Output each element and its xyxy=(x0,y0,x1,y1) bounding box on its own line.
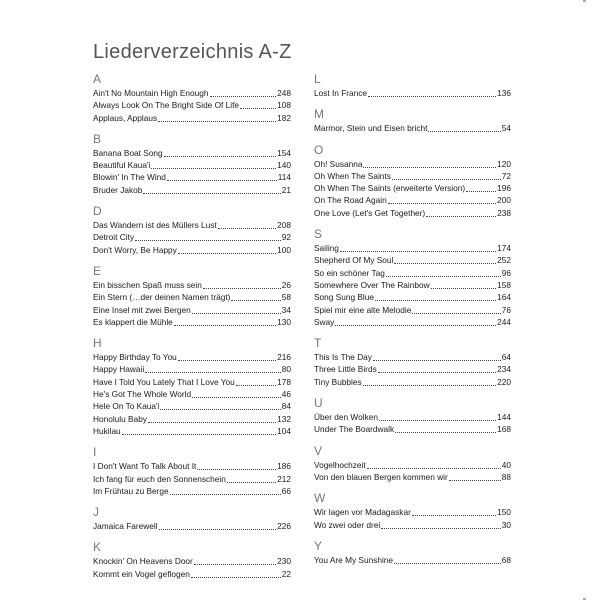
letter-section-d xyxy=(93,204,291,256)
dot-leader xyxy=(367,459,501,469)
index-entry[interactable] xyxy=(314,291,511,303)
song-title: Song Sung Blue xyxy=(314,292,374,303)
dot-leader xyxy=(395,423,496,433)
dot-leader xyxy=(426,207,496,217)
dot-leader xyxy=(159,520,277,530)
index-entry[interactable] xyxy=(314,242,511,254)
dot-leader xyxy=(135,231,281,241)
song-title: Happy Birthday To You xyxy=(93,352,177,363)
index-entry[interactable] xyxy=(93,87,291,99)
dot-leader xyxy=(388,194,496,204)
dot-leader xyxy=(394,554,501,564)
section-letter: D xyxy=(93,204,102,219)
song-title: Don't Worry, Be Happy xyxy=(93,244,177,255)
song-title: This Is The Day xyxy=(314,352,372,363)
index-entry[interactable] xyxy=(93,184,291,196)
song-title: Das Wandern ist des Müllers Lust xyxy=(93,220,217,231)
song-title: Lost In France xyxy=(314,88,368,98)
song-title: Beautiful Kaua'i xyxy=(93,160,151,171)
page-number: 174 xyxy=(497,243,511,254)
section-letter: Y xyxy=(314,538,323,553)
dot-leader xyxy=(122,425,276,435)
song-title: I Don't Want To Talk About It xyxy=(93,461,197,472)
dot-leader xyxy=(378,363,496,373)
page-number: 158 xyxy=(497,279,511,290)
page-number: 164 xyxy=(497,292,511,303)
page-number: 144 xyxy=(497,412,511,423)
index-entry[interactable] xyxy=(314,554,511,566)
index-entry[interactable] xyxy=(93,99,291,111)
index-entry[interactable] xyxy=(93,376,291,388)
page-number: 66 xyxy=(281,485,291,496)
dot-leader xyxy=(143,184,280,194)
letter-section-i xyxy=(93,445,291,497)
song-title: Über den Wolken xyxy=(314,412,378,423)
song-title: Somewhere Over The Rainbow xyxy=(314,279,430,290)
page-number: 154 xyxy=(277,147,291,158)
index-entry[interactable] xyxy=(93,244,291,256)
index-entry[interactable] xyxy=(314,87,511,99)
section-letter: E xyxy=(93,263,102,278)
page-number: 120 xyxy=(497,158,511,169)
page-number: 22 xyxy=(281,568,291,579)
page-number: 54 xyxy=(501,123,511,134)
song-title: Oh! Susanna xyxy=(314,158,363,169)
index-entry[interactable] xyxy=(93,171,291,183)
dot-leader xyxy=(428,122,500,132)
index-entry[interactable] xyxy=(314,351,511,363)
section-letter: W xyxy=(314,491,326,506)
dot-leader xyxy=(394,254,496,264)
dot-leader xyxy=(191,568,281,578)
page-number: 248 xyxy=(277,88,291,98)
index-entry[interactable] xyxy=(314,506,511,518)
song-title: Oh When The Saints (erweiterte Version) xyxy=(314,183,466,194)
song-title: Ich fang für euch den Sonnenschein xyxy=(93,473,226,484)
song-title: Oh When The Saints xyxy=(314,170,391,181)
song-title: Ein Stern (…der deinen Namen trägt) xyxy=(93,292,231,303)
page-number: 136 xyxy=(497,88,511,98)
dot-leader xyxy=(192,304,281,314)
section-letter: S xyxy=(314,227,323,242)
index-column-right xyxy=(314,72,511,574)
song-title: Tiny Bubbles xyxy=(314,376,362,387)
page-number: 252 xyxy=(497,255,511,266)
index-entry[interactable] xyxy=(93,520,291,532)
section-letter: J xyxy=(93,505,99,520)
index-entry[interactable] xyxy=(93,568,291,580)
song-title: Banana Boat Song xyxy=(93,147,163,158)
index-entry[interactable] xyxy=(314,207,511,219)
dot-leader xyxy=(379,411,496,421)
page-number: 80 xyxy=(281,364,291,375)
index-entry[interactable] xyxy=(93,304,291,316)
page-number: 58 xyxy=(281,292,291,303)
section-letter: K xyxy=(93,540,102,555)
index-entry[interactable] xyxy=(314,363,511,375)
song-title: Ein bisschen Spaß muss sein xyxy=(93,279,202,290)
song-title: Wir lagen vor Madagaskar xyxy=(314,507,411,518)
song-title: Kommt ein Vogel geflogen xyxy=(93,568,190,579)
section-letter: H xyxy=(93,336,102,351)
dot-leader xyxy=(381,519,501,529)
index-entry[interactable] xyxy=(314,170,511,182)
page-number: 34 xyxy=(281,304,291,315)
page-number: 150 xyxy=(497,507,511,518)
page-number: 220 xyxy=(497,376,511,387)
dot-leader xyxy=(178,351,276,361)
index-entry[interactable] xyxy=(93,400,291,412)
index-entry[interactable] xyxy=(93,159,291,171)
dot-leader xyxy=(170,485,281,495)
section-letter: L xyxy=(314,72,321,86)
song-title: Hele On To Kaua'i xyxy=(93,401,160,412)
letter-section-l xyxy=(314,72,511,99)
page-number: 132 xyxy=(277,413,291,424)
dot-leader xyxy=(363,376,497,386)
page-number: 140 xyxy=(277,160,291,171)
dot-leader xyxy=(151,159,276,169)
index-entry[interactable] xyxy=(93,316,291,328)
index-entry[interactable] xyxy=(314,254,511,266)
dot-leader xyxy=(340,242,496,252)
dot-leader xyxy=(373,351,501,361)
page-number: 76 xyxy=(501,304,511,315)
song-title: Spiel mir eine alte Melodie xyxy=(314,304,412,315)
page-number: 92 xyxy=(281,232,291,243)
dot-leader xyxy=(392,170,501,180)
index-entry[interactable] xyxy=(314,194,511,206)
section-letter: U xyxy=(314,396,323,411)
index-entry[interactable] xyxy=(93,473,291,485)
page-title: Liederverzeichnis A-Z xyxy=(93,41,292,64)
dot-leader xyxy=(386,267,501,277)
index-entry[interactable] xyxy=(93,219,291,231)
index-entry[interactable] xyxy=(93,388,291,400)
song-title: Shepherd Of My Soul xyxy=(314,255,394,266)
dot-leader xyxy=(368,87,496,97)
page-number: 68 xyxy=(501,554,511,565)
dot-leader xyxy=(167,171,277,181)
dot-leader xyxy=(164,147,276,157)
song-title: You Are My Sunshine xyxy=(314,554,394,565)
page-number: 186 xyxy=(277,461,291,472)
index-entry[interactable] xyxy=(93,112,291,124)
song-title: Always Look On The Bright Side Of Life xyxy=(93,100,240,111)
index-entry[interactable] xyxy=(93,425,291,437)
index-entry[interactable] xyxy=(93,351,291,363)
dot-leader xyxy=(218,219,276,229)
index-entry[interactable] xyxy=(93,291,291,303)
index-entry[interactable] xyxy=(314,279,511,291)
dot-leader xyxy=(466,182,496,192)
dot-leader xyxy=(145,363,281,373)
index-entry[interactable] xyxy=(93,413,291,425)
index-entry[interactable] xyxy=(93,485,291,497)
song-title: Bruder Jakob xyxy=(93,184,143,195)
letter-section-v xyxy=(314,444,511,484)
section-letter: V xyxy=(314,443,323,458)
page-number: 46 xyxy=(281,389,291,400)
page-number: 64 xyxy=(501,352,511,363)
page-number: 84 xyxy=(281,401,291,412)
page-number: 21 xyxy=(281,184,291,195)
dot-leader xyxy=(375,291,496,301)
letter-section-u xyxy=(314,396,511,436)
dot-leader xyxy=(194,555,276,565)
dot-leader xyxy=(158,112,276,122)
page-number: 234 xyxy=(497,364,511,375)
song-title: One Love (Let's Get Together) xyxy=(314,207,426,218)
song-title: So ein schöner Tag xyxy=(314,267,385,278)
index-entry[interactable] xyxy=(93,460,291,472)
index-entry[interactable] xyxy=(93,363,291,375)
page-number: 208 xyxy=(277,220,291,231)
dot-leader xyxy=(363,158,496,168)
page-number: 88 xyxy=(501,471,511,482)
dot-leader xyxy=(412,506,496,516)
index-entry[interactable] xyxy=(314,411,511,423)
song-title: Eine Insel mit zwei Bergen xyxy=(93,304,191,315)
song-title: Marmor, Stein und Eisen bricht xyxy=(314,123,428,134)
song-title: On The Road Again xyxy=(314,195,387,206)
song-title: Hukilau xyxy=(93,425,121,436)
index-entry[interactable] xyxy=(314,182,511,194)
dot-leader xyxy=(227,473,276,483)
song-title: Happy Hawaii xyxy=(93,364,145,375)
page-number: 244 xyxy=(497,316,511,327)
letter-section-w xyxy=(314,491,511,531)
dot-leader xyxy=(197,460,276,470)
dot-leader xyxy=(192,388,281,398)
page-number: 100 xyxy=(277,244,291,255)
letter-section-a xyxy=(93,72,291,124)
index-entry[interactable] xyxy=(314,519,511,531)
corner-crop-mark xyxy=(583,0,586,2)
song-title: Ain't No Mountain High Enough xyxy=(93,88,209,98)
section-letter: A xyxy=(93,72,102,86)
page-number: 212 xyxy=(277,473,291,484)
song-title: Under The Boardwalk xyxy=(314,424,395,435)
dot-leader xyxy=(431,279,497,289)
letter-section-t xyxy=(314,336,511,388)
song-title: Applaus, Applaus xyxy=(93,112,158,123)
page-number: 230 xyxy=(277,556,291,567)
page-number: 216 xyxy=(277,352,291,363)
song-title: Blowin' In The Wind xyxy=(93,172,166,183)
dot-leader xyxy=(231,291,280,301)
dot-leader xyxy=(449,471,501,481)
page-number: 108 xyxy=(277,100,291,111)
letter-section-m xyxy=(314,107,511,134)
index-entry[interactable] xyxy=(314,158,511,170)
dot-leader xyxy=(203,279,281,289)
page-number: 178 xyxy=(277,376,291,387)
page-number: 30 xyxy=(501,519,511,530)
index-entry[interactable] xyxy=(314,376,511,388)
index-entry[interactable] xyxy=(93,231,291,243)
dot-leader xyxy=(148,413,276,423)
section-letter: I xyxy=(93,445,97,460)
page-number: 104 xyxy=(277,425,291,436)
dot-leader xyxy=(240,99,276,109)
page-number: 72 xyxy=(501,170,511,181)
song-title: Detroit City xyxy=(93,232,135,243)
page-number: 168 xyxy=(497,424,511,435)
page-number: 196 xyxy=(497,183,511,194)
letter-section-b xyxy=(93,132,291,196)
letter-section-j xyxy=(93,505,291,532)
index-entry[interactable] xyxy=(314,423,511,435)
song-title: Have I Told You Lately That I Love You xyxy=(93,376,235,387)
index-entry[interactable] xyxy=(314,267,511,279)
dot-leader xyxy=(236,376,276,386)
dot-leader xyxy=(174,316,276,326)
song-title: Jamaica Farewell xyxy=(93,521,158,532)
song-title: Es klappert die Mühle xyxy=(93,316,173,327)
dot-leader xyxy=(160,400,280,410)
page-number: 182 xyxy=(277,112,291,123)
section-letter: O xyxy=(314,142,324,157)
letter-section-o xyxy=(314,143,511,219)
letter-section-e xyxy=(93,264,291,328)
dot-leader xyxy=(178,244,276,254)
index-entry[interactable] xyxy=(93,279,291,291)
section-letter: T xyxy=(314,336,322,351)
index-entry[interactable] xyxy=(93,555,291,567)
song-title: Sway xyxy=(314,316,335,327)
page-number: 96 xyxy=(501,267,511,278)
song-title: Knockin' On Heavens Door xyxy=(93,556,193,567)
index-entry[interactable] xyxy=(93,147,291,159)
letter-section-h xyxy=(93,336,291,437)
section-letter: M xyxy=(314,107,324,122)
page-number: 114 xyxy=(277,172,291,183)
letter-section-s xyxy=(314,227,511,328)
song-title: Honolulu Baby xyxy=(93,413,147,424)
song-title: Wo zwei oder drei xyxy=(314,519,381,530)
index-entry[interactable] xyxy=(314,471,511,483)
letter-section-k xyxy=(93,540,291,580)
song-title: He's Got The Whole World xyxy=(93,389,192,400)
page-number: 130 xyxy=(277,316,291,327)
song-title: Three Little Birds xyxy=(314,364,377,375)
index-entry[interactable] xyxy=(314,316,511,328)
index-entry[interactable] xyxy=(314,304,511,316)
index-column-left xyxy=(93,72,291,588)
page-number: 40 xyxy=(501,459,511,470)
index-entry[interactable] xyxy=(314,122,511,134)
song-title: Von den blauen Bergen kommen wir xyxy=(314,471,448,482)
song-title: Vogelhochzeit xyxy=(314,459,366,470)
letter-section-y xyxy=(314,539,511,566)
page-number: 226 xyxy=(277,521,291,532)
index-entry[interactable] xyxy=(314,459,511,471)
song-title: Im Frühtau zu Berge xyxy=(93,485,169,496)
dot-leader xyxy=(412,304,500,314)
dot-leader xyxy=(335,316,496,326)
page-number: 26 xyxy=(281,279,291,290)
page-number: 200 xyxy=(497,195,511,206)
page-number: 238 xyxy=(497,207,511,218)
song-title: Sailing xyxy=(314,243,339,254)
section-letter: B xyxy=(93,131,102,146)
dot-leader xyxy=(210,87,277,97)
